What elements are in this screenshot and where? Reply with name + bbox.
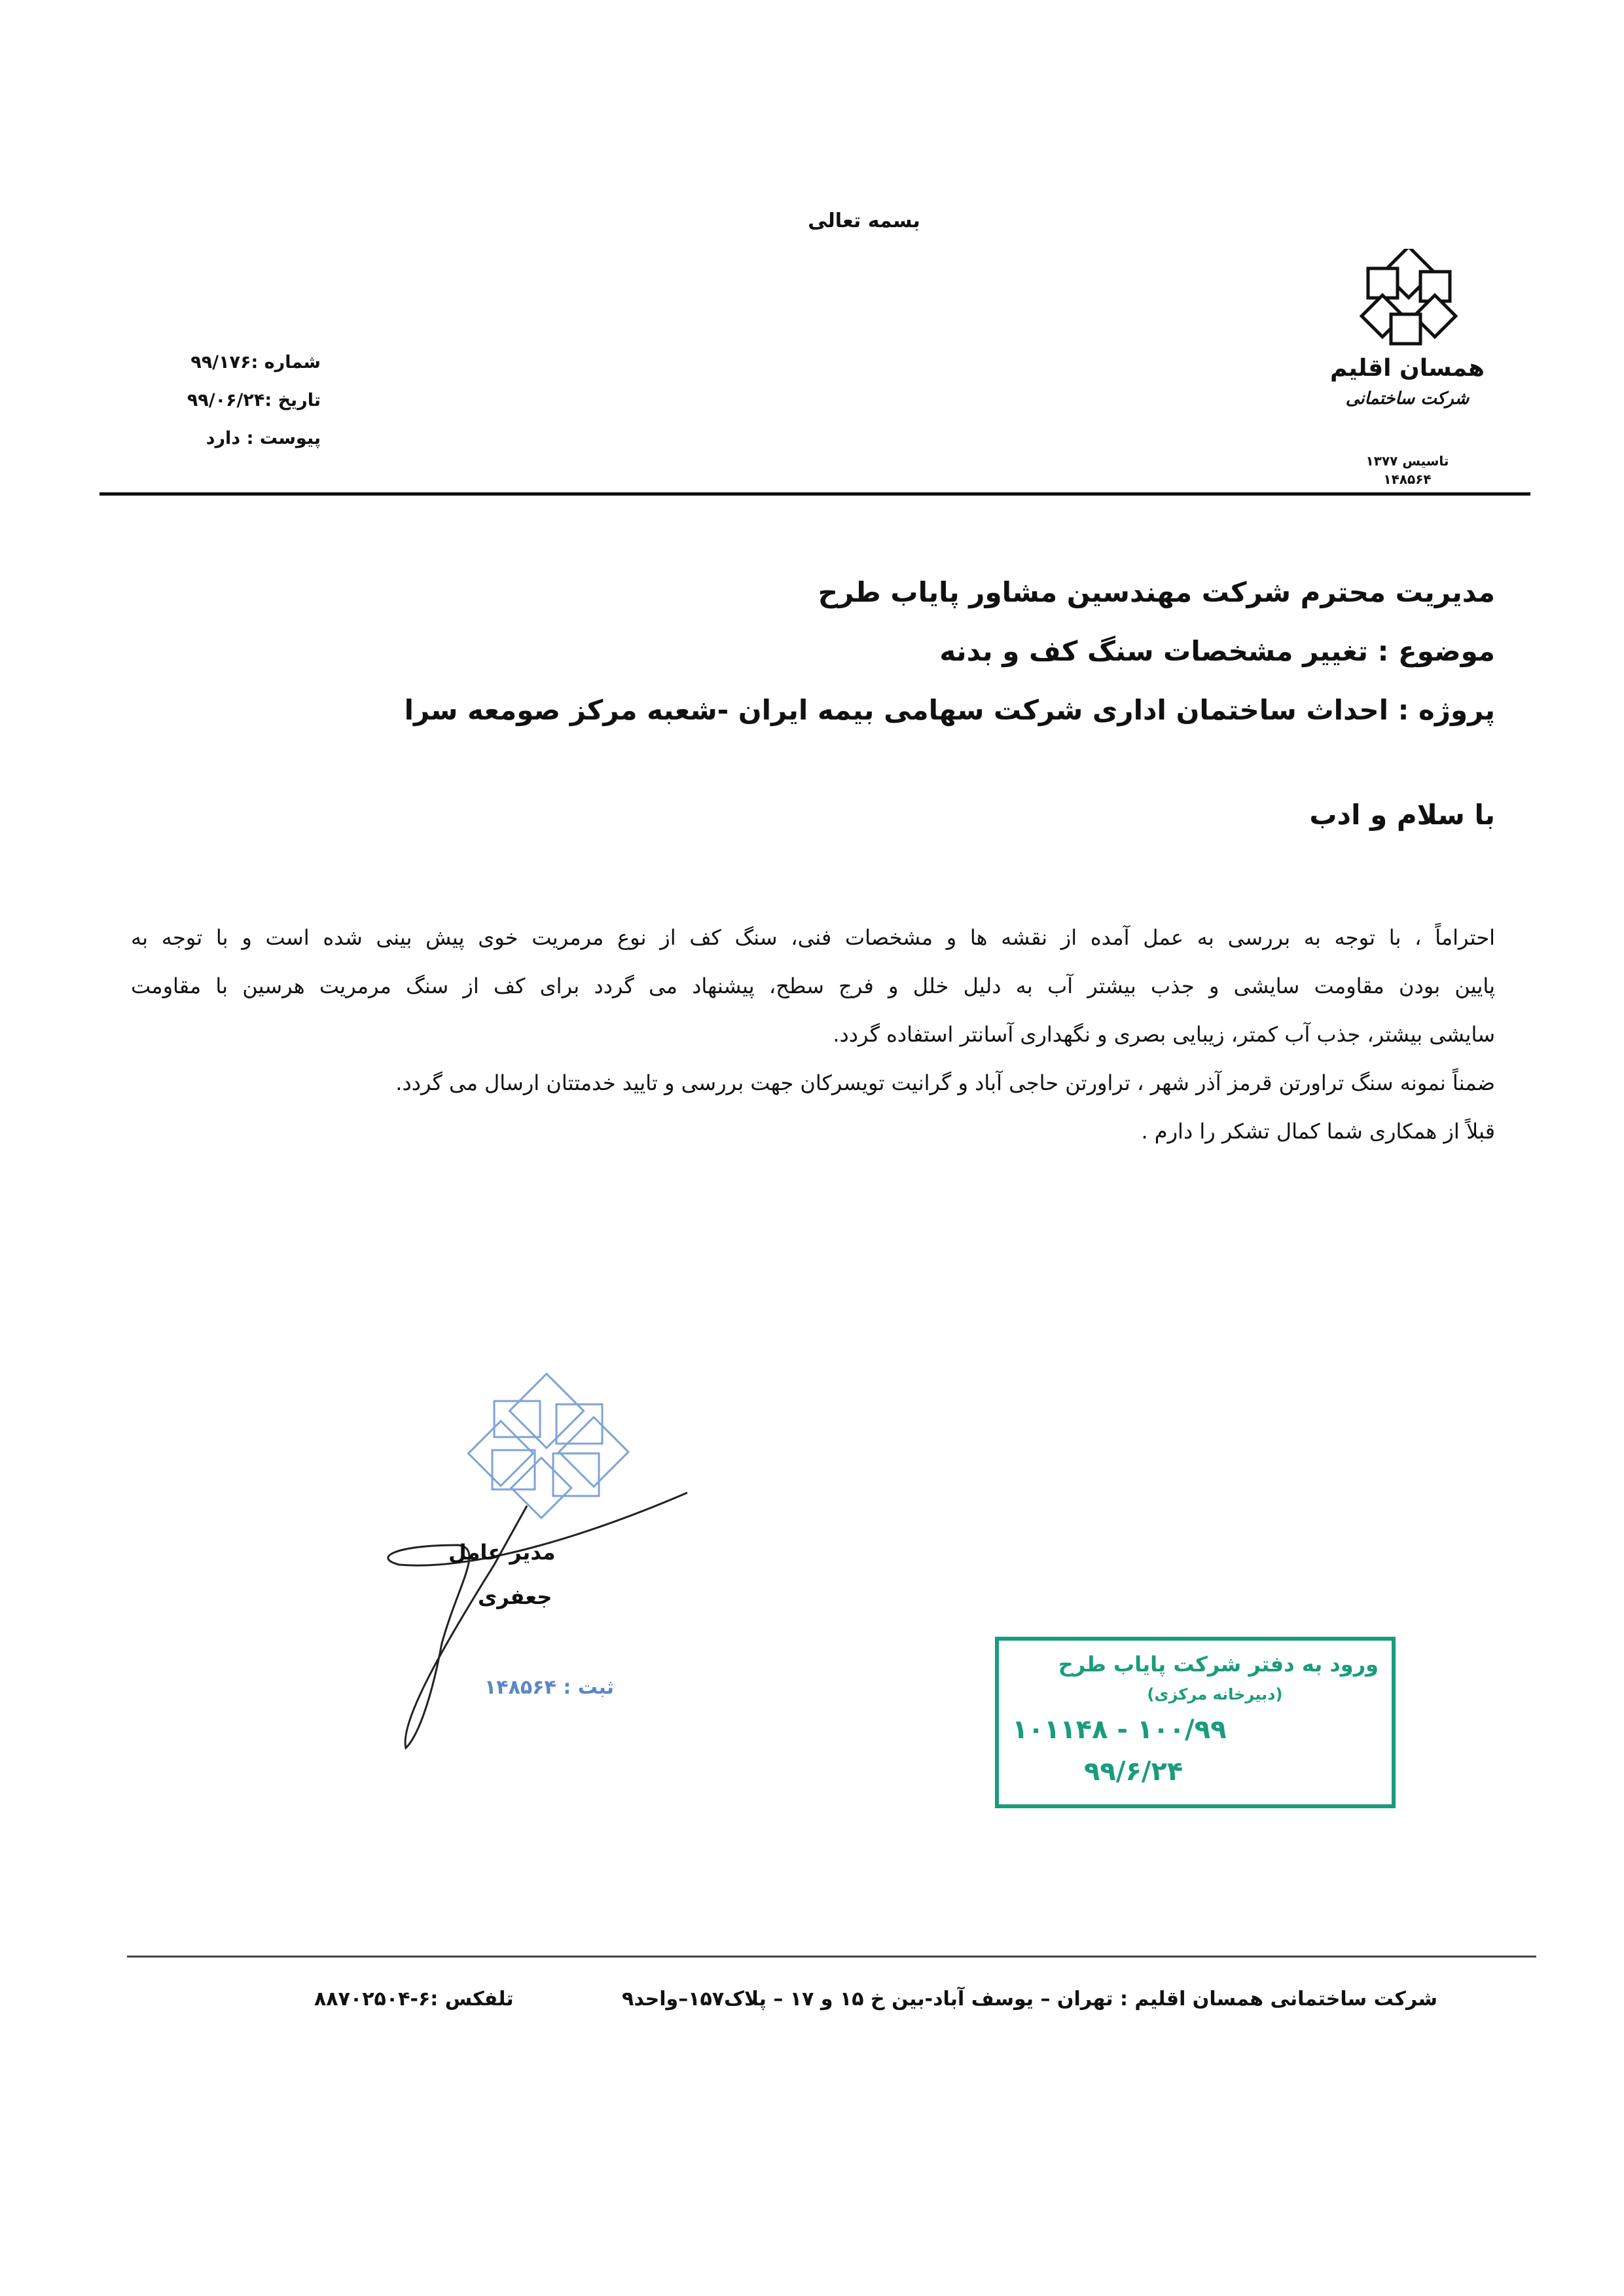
logo-subtitle: شرکت ساختمانی xyxy=(1345,389,1470,409)
footer-divider xyxy=(127,1956,1536,1958)
signature-stamp xyxy=(380,1368,694,1761)
basmala-heading: بسمه تعالی xyxy=(808,210,920,232)
subject: موضوع : تغییر مشخصات سنگ کف و بدنه xyxy=(939,635,1495,667)
letter-meta xyxy=(187,344,321,458)
body-line: احتراماً ، با توجه به بررسی به عمل آمده از نقشه ها و مشخصات فنی، سنگ کف از نوع مرمریت خوی پیش بینی شده است و با توجه به xyxy=(131,925,1495,950)
header-divider xyxy=(99,492,1530,496)
company-logo xyxy=(1309,249,1506,511)
letter-date: تاریخ :۹۹/۰۶/۲۴ xyxy=(187,390,321,410)
received-stamp-number: ۱۰۰/۹۹ - ۱۰۱۱۴۸ xyxy=(1012,1715,1227,1745)
body-line: سایشی بیشتر، جذب آب کمتر، زیبایی بصری و نگهداری آسانتر استفاده گردد. xyxy=(833,1022,1495,1047)
footer-telfax: تلفکس :۶-۸۸۷۰۲۵۰۴ xyxy=(314,1988,514,2011)
signatory-name: جعفری xyxy=(478,1584,552,1609)
letter-attachment: پیوست : دارد xyxy=(206,428,321,448)
received-stamp-title: ورود به دفتر شرکت پایاب طرح xyxy=(1058,1652,1379,1677)
addressee-block xyxy=(153,563,1495,740)
addressee: مدیریت محترم شرکت مهندسین مشاور پایاب طرح xyxy=(818,576,1495,608)
logo-registration: ۱۴۸۵۶۴ xyxy=(1383,471,1432,487)
seal-registration: ثبت : ۱۴۸۵۶۴ xyxy=(484,1676,615,1699)
footer-address: شرکت ساختمانی همسان اقلیم : تهران – یوسف آباد-بین خ ۱۵ و ۱۷ – پلاک۱۵۷–واحد۹ xyxy=(622,1988,1437,2011)
company-seal-icon xyxy=(380,1368,694,1761)
received-stamp-date: ۹۹/۶/۲۴ xyxy=(1084,1757,1183,1787)
letter-number: شماره :۹۹/۱۷۶ xyxy=(190,352,321,373)
logo-established: تاسیس ۱۳۷۷ xyxy=(1365,453,1449,469)
logo-name: همسان اقلیم xyxy=(1329,355,1485,382)
received-stamp-subtitle: (دبیرخانه مرکزی) xyxy=(1147,1685,1283,1704)
received-stamp xyxy=(995,1637,1396,1808)
body-line: ضمناً نمونه سنگ تراورتن قرمز آذر شهر ، تراورتن حاجی آباد و گرانیت تویسرکان جهت بررسی و تایید خدمتتان ارسال می گردد. xyxy=(395,1070,1495,1095)
body-line: پایین بودن مقاومت سایشی و جذب بیشتر آب به دلیل خلل و فرج سطح، پیشنهاد می گردد برای کف از سنگ مرمریت هرسین با مقاومت xyxy=(131,974,1495,998)
signatory-title: مدیر عامل xyxy=(448,1540,556,1565)
greeting: با سلام و ادب xyxy=(1309,799,1495,831)
logo-squares-icon xyxy=(1329,249,1486,354)
letter-body xyxy=(131,913,1495,1156)
body-line: قبلاً از همکاری شما کمال تشکر را دارم . xyxy=(1141,1119,1495,1144)
project: پروژه : احداث ساختمان اداری شرکت سهامی بیمه ایران -شعبه مرکز صومعه سرا xyxy=(404,694,1495,726)
